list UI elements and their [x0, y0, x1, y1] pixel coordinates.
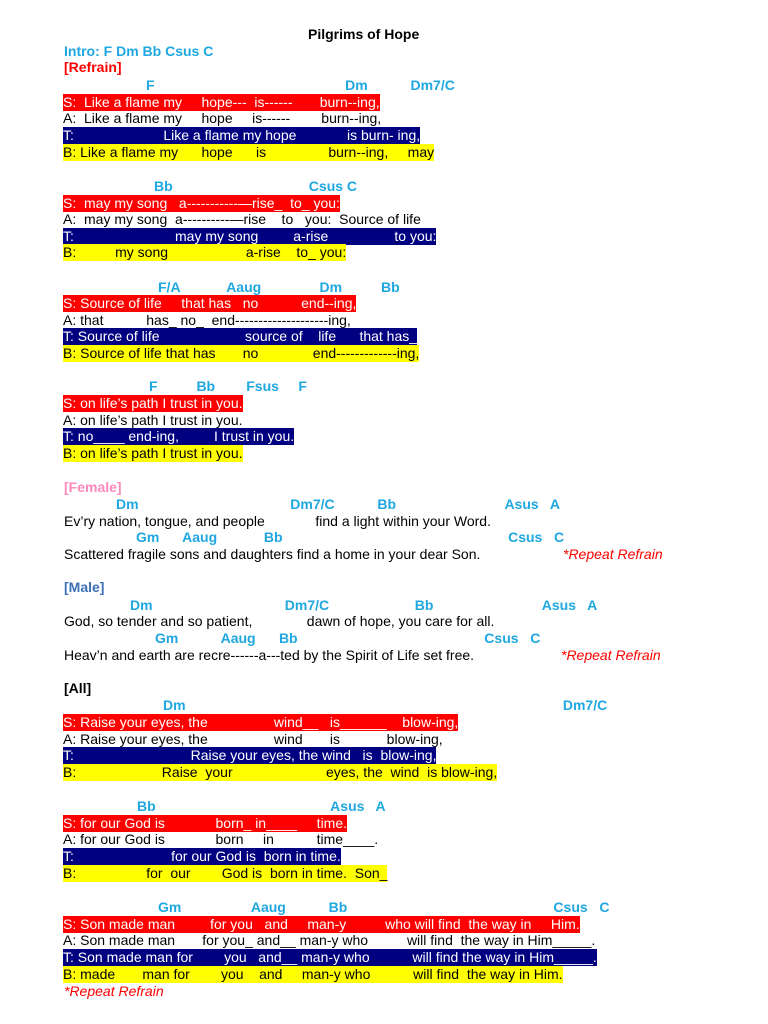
soprano-line: S: may my song a-----------—rise_ to_ you: — [63, 195, 340, 211]
chord-line: F/A Aaug Dm Bb — [158, 279, 400, 295]
chord-line: Bb Asus A — [137, 798, 386, 814]
soprano-line: S: Source of life that has no end--ing, — [63, 295, 357, 311]
tenor-line: T: Son made man for you and__ man-y who will find the way in Him_____. — [63, 949, 597, 965]
soprano-line: S: on life’s path I trust in you. — [63, 395, 243, 411]
lyric-line: Heav’n and earth are recre------a---ted by the Spirit of Life set free. — [64, 647, 475, 663]
alto-line: A: for our God is born in time____. — [63, 831, 379, 847]
lyric-line: Ev’ry nation, tongue, and people find a light within your Word. — [64, 513, 491, 529]
chord-line: Gm Aaug Bb Csus C — [136, 529, 565, 545]
alto-line: A: that has_ no_ end--------------------ing, — [63, 312, 351, 328]
repeat-refrain-note: *Repeat Refrain — [64, 983, 164, 999]
bass-line: B: my song a-rise to_ you: — [63, 244, 347, 260]
bass-line: B: Source of life that has no end-------------ing, — [63, 345, 420, 361]
intro-line: Intro: F Dm Bb Csus C — [64, 43, 214, 59]
soprano-line: S: Like a flame my hope--- is------ burn--ing, — [63, 94, 380, 110]
alto-line: A: on life’s path I trust in you. — [63, 412, 243, 428]
soprano-line: S: Son made man for you and man-y who will find the way in Him. — [63, 916, 580, 932]
alto-line: A: Son made man for you_ and__ man-y who will find the way in Him_____. — [63, 932, 596, 948]
chord-line: F Dm Dm7/C — [146, 77, 455, 93]
chord-line: Dm Dm7/C Bb Asus A — [130, 597, 598, 613]
tenor-line: T: for our God is born in time. — [63, 848, 341, 864]
all-label: [All] — [64, 680, 92, 696]
tenor-line: T: Like a flame my hope is burn- ing, — [63, 127, 421, 143]
female-label: [Female] — [64, 479, 122, 495]
bass-line: B: made man for you and man-y who will find the way in Him. — [63, 966, 563, 982]
bass-line: B: Raise your eyes, the wind is blow-ing, — [63, 764, 498, 780]
refrain-label: [Refrain] — [64, 59, 122, 75]
alto-line: A: Like a flame my hope is------ burn--ing, — [63, 110, 382, 126]
chord-line: Dm Dm7/C Bb Asus A — [116, 496, 560, 512]
male-label: [Male] — [64, 579, 105, 595]
page-title: Pilgrims of Hope — [308, 26, 420, 42]
tenor-line: T: Raise your eyes, the wind is blow-ing, — [63, 747, 437, 763]
tenor-line: T: no____ end-ing, I trust in you. — [63, 428, 295, 444]
lyric-line: Scattered fragile sons and daughters find a home in your dear Son. — [64, 546, 481, 562]
soprano-line: S: Raise your eyes, the wind__ is______ blow-ing, — [63, 714, 459, 730]
chord-line: Dm Dm7/C — [163, 697, 608, 713]
repeat-refrain-note: *Repeat Refrain — [561, 647, 661, 663]
tenor-line: T: may my song a-rise to you: — [63, 228, 437, 244]
alto-line: A: may my song a----------—rise to you: Source of life — [63, 211, 421, 227]
soprano-line: S: for our God is born_ in____ time. — [63, 815, 348, 831]
tenor-line: T: Source of life source of life that has_ — [63, 328, 418, 344]
bass-line: B: on life’s path I trust in you. — [63, 445, 243, 461]
bass-line: B: Like a flame my hope is burn--ing, may — [63, 144, 435, 160]
chord-line: Gm Aaug Bb Csus C — [155, 630, 541, 646]
chord-line: Bb Csus C — [154, 178, 358, 194]
alto-line: A: Raise your eyes, the wind is blow-ing, — [63, 731, 443, 747]
chord-line: F Bb Fsus F — [149, 378, 307, 394]
chord-line: Gm Aaug Bb Csus C — [158, 899, 610, 915]
repeat-refrain-note: *Repeat Refrain — [563, 546, 663, 562]
bass-line: B: for our God is born in time. Son_ — [63, 865, 388, 881]
lyric-line: God, so tender and so patient, dawn of hope, you care for all. — [64, 613, 495, 629]
